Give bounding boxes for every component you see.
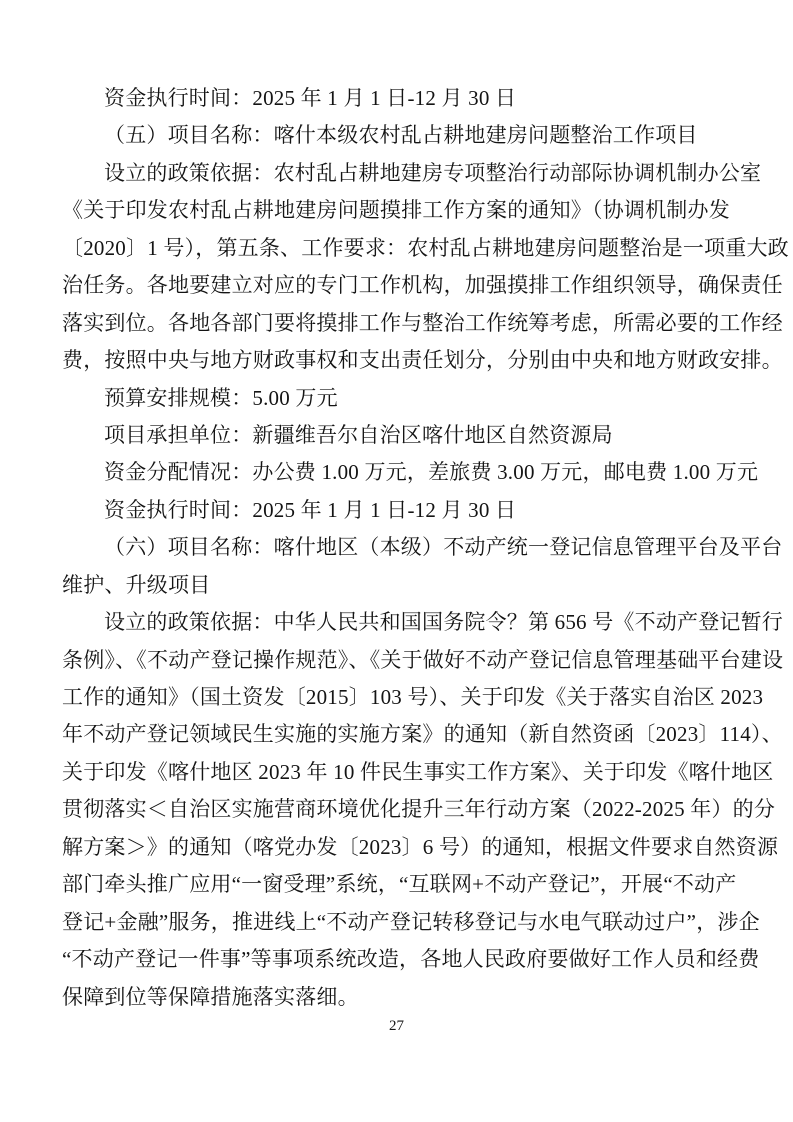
text-line: 项目承担单位：新疆维吾尔自治区喀什地区自然资源局	[104, 422, 613, 447]
text-line: 预算安排规模：5.00 万元	[104, 385, 338, 410]
text-line: （五）项目名称：喀什本级农村乱占耕地建房问题整治工作项目	[104, 123, 698, 148]
text-line: 设立的政策依据：中华人民共和国国务院令？第 656 号《不动产登记暂行	[104, 610, 783, 635]
text-line: 资金执行时间：2025 年 1 月 1 日-12 月 30 日	[104, 497, 517, 522]
text-line: 费，按照中央与地方财政事权和支出责任划分，分别由中央和地方财政安排。	[62, 348, 783, 373]
text-line: 工作的通知》（国土资发〔2015〕103 号）、关于印发《关于落实自治区 2023	[62, 685, 764, 709]
text-line: 维护、升级项目	[62, 572, 211, 597]
text-line: 资金执行时间：2025 年 1 月 1 日-12 月 30 日	[104, 86, 517, 110]
text-line: 年不动产登记领域民生实施的实施方案》的通知（新自然资函〔2023〕114）、	[62, 722, 783, 747]
text-line: 解方案＞》的通知（喀党办发〔2023〕6 号）的通知，根据文件要求自然资源	[62, 834, 779, 859]
text-line: 关于印发《喀什地区 2023 年 10 件民生事实工作方案》、关于印发《喀什地区	[62, 759, 774, 784]
text-line: 〔2020〕1 号），第五条、工作要求：农村乱占耕地建房问题整治是一项重大政	[62, 235, 789, 260]
text-line: 登记+金融”服务，推进线上“不动产登记转移登记与水电气联动过户”，涉企	[62, 909, 760, 934]
text-line: “不动产登记一件事”等事项系统改造，各地人民政府要做好工作人员和经费	[62, 947, 760, 972]
text-line: 条例》、《不动产登记操作规范》、《关于做好不动产登记信息管理基础平台建设	[62, 647, 784, 672]
page-number: 27	[389, 1018, 404, 1034]
text-line: 部门牵头推广应用“一窗受理”系统，“互联网+不动产登记”，开展“不动产	[62, 872, 737, 897]
page-content	[62, 80, 789, 1016]
text-line: 《关于印发农村乱占耕地建房问题摸排工作方案的通知》（协调机制办发	[62, 198, 730, 223]
text-line: 落实到位。各地各部门要将摸排工作与整治工作统筹考虑，所需必要的工作经	[62, 310, 783, 335]
text-line: （六）项目名称：喀什地区（本级）不动产统一登记信息管理平台及平台	[104, 535, 783, 560]
text-line: 资金分配情况：办公费 1.00 万元，差旅费 3.00 万元，邮电费 1.00 万元	[104, 460, 759, 485]
text-line: 保障到位等保障措施落实落细。	[62, 984, 359, 1009]
text-line: 设立的政策依据：农村乱占耕地建房专项整治行动部际协调机制办公室	[104, 160, 762, 185]
text-line: 治任务。各地要建立对应的专门工作机构，加强摸排工作组织领导，确保责任	[62, 273, 783, 298]
text-line: 贯彻落实＜自治区实施营商环境优化提升三年行动方案（2022-2025 年）的分	[62, 797, 776, 822]
